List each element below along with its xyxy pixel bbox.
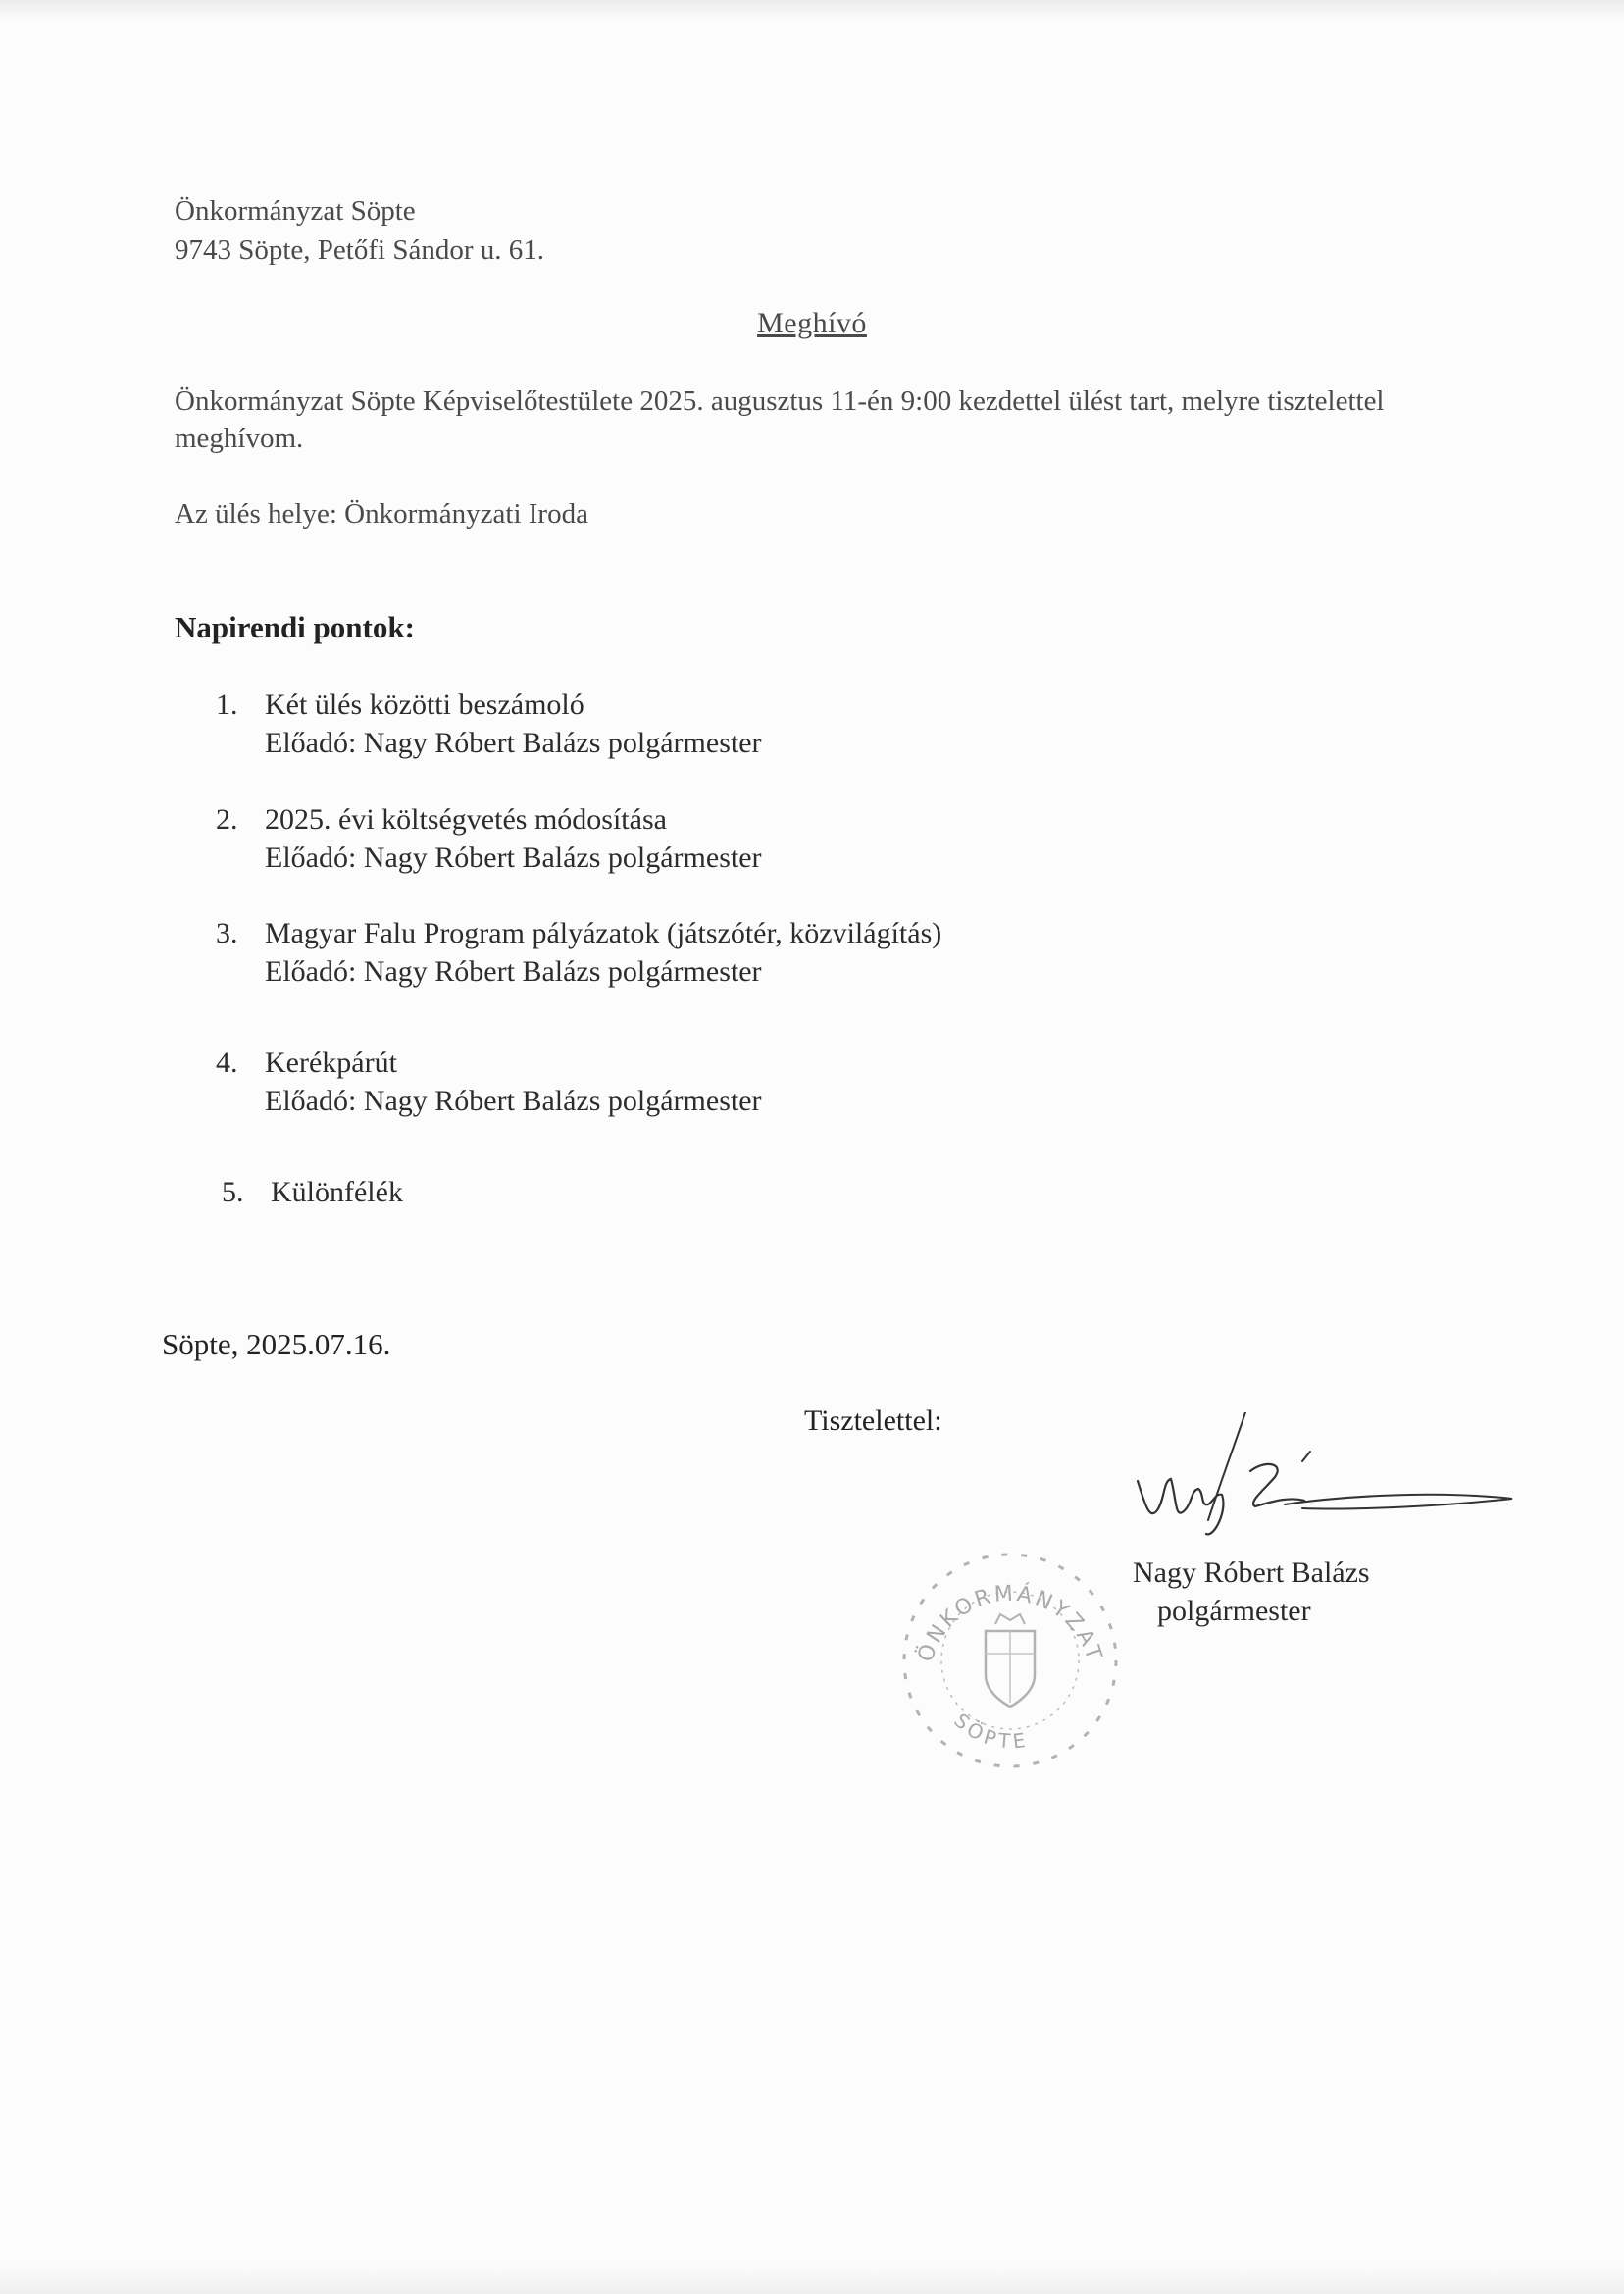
agenda-item-title: Kerékpárút	[265, 1046, 397, 1079]
signer-role: polgármester	[1157, 1595, 1311, 1627]
scan-edge-top	[0, 0, 1624, 22]
document-title: Meghívó	[757, 307, 867, 339]
meeting-place: Az ülés helye: Önkormányzati Iroda	[175, 498, 588, 530]
agenda-item-number: 5.	[222, 1176, 244, 1208]
date-line: Söpte, 2025.07.16.	[162, 1327, 391, 1361]
agenda-item-title: 2025. évi költségvetés módosítása	[265, 803, 667, 836]
agenda-item-number: 2.	[216, 803, 238, 836]
agenda-item-title: Két ülés közötti beszámoló	[265, 688, 584, 721]
agenda-item-presenter: Előadó: Nagy Róbert Balázs polgármester	[265, 727, 762, 759]
sender-block	[175, 191, 544, 270]
signer-name: Nagy Róbert Balázs	[1133, 1556, 1370, 1589]
intro-paragraph: Önkormányzat Söpte Képviselőtestülete 2025. augusztus 11-én 9:00 kezdettel ülést tart, melyre tisztelettel meghívom.	[175, 385, 1385, 454]
sender-address: 9743 Söpte, Petőfi Sándor u. 61.	[175, 234, 544, 266]
agenda-heading: Napirendi pontok:	[175, 610, 415, 644]
svg-text:ÖNKORMÁNYZAT: ÖNKORMÁNYZAT	[913, 1581, 1107, 1666]
handwritten-signature	[1128, 1412, 1520, 1550]
agenda-item-title: Magyar Falu Program pályázatok (játszótér, közvilágítás)	[265, 917, 942, 949]
agenda-item-presenter: Előadó: Nagy Róbert Balázs polgármester	[265, 841, 762, 874]
agenda-item-title: Különfélék	[271, 1176, 403, 1208]
svg-text:SÖPTE: SÖPTE	[949, 1708, 1031, 1754]
closing-phrase: Tisztelettel:	[804, 1404, 942, 1437]
agenda-item-presenter: Előadó: Nagy Róbert Balázs polgármester	[265, 955, 762, 988]
agenda-item-presenter: Előadó: Nagy Róbert Balázs polgármester	[265, 1085, 762, 1117]
scan-edge-bottom	[0, 2265, 1624, 2294]
sender-name: Önkormányzat Söpte	[175, 195, 416, 227]
agenda-item-number: 3.	[216, 917, 238, 949]
official-seal-stamp	[892, 1538, 1128, 1773]
agenda-item-number: 4.	[216, 1046, 238, 1079]
agenda-item-number: 1.	[216, 688, 238, 721]
